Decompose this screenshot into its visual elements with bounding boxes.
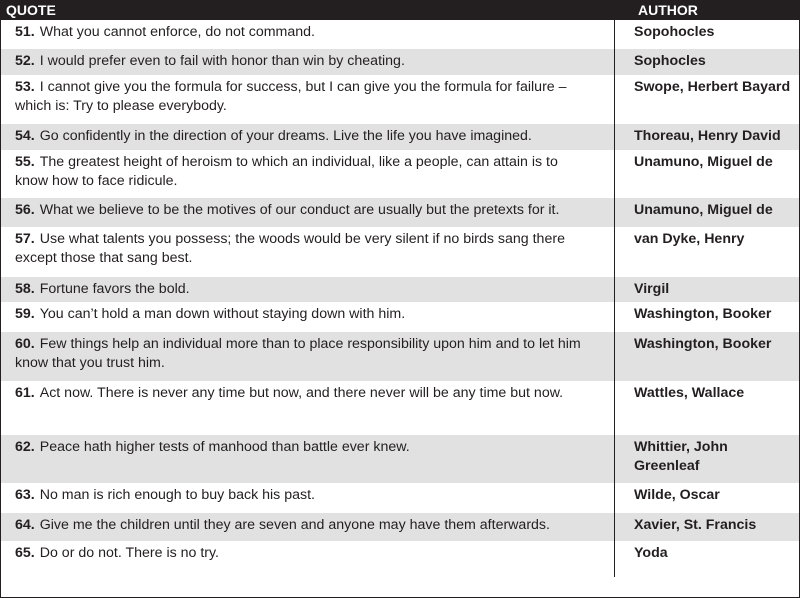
quote-number: 51. [15, 23, 35, 40]
table-body [1, 20, 799, 577]
table-header [1, 1, 799, 20]
quote-text: Do or do not. There is no try. [39, 544, 220, 561]
quote-text: No man is rich enough to buy back his past. [39, 486, 315, 503]
quote-number: 56. [15, 201, 35, 218]
quote-number: 60. [15, 335, 35, 352]
quote-text: Few things help an individual more than to place responsibility upon him and to let him know that you trust him. [15, 335, 581, 371]
quote-text: Fortune favors the bold. [39, 280, 190, 297]
table-row [1, 75, 799, 124]
quote-number: 59. [15, 305, 35, 322]
quote-cell [1, 513, 615, 541]
author-cell: van Dyke, Henry [634, 230, 745, 247]
quote-number: 61. [15, 384, 35, 401]
table-row [1, 513, 799, 541]
table-row [1, 150, 799, 198]
quote-text: Go confidently in the direction of your dreams. Live the life you have imagined. [39, 127, 532, 144]
quote-text: Use what talents you possess; the woods would be very silent if no birds sang there except those that sang best. [15, 230, 565, 266]
author-cell: Sophocles [634, 52, 706, 69]
author-cell: Wattles, Wallace [634, 384, 745, 401]
table-row [1, 124, 799, 150]
quote-text: The greatest height of heroism to which an individual, like a people, can attain is to know how to face ridicule. [15, 153, 558, 189]
author-cell: Sopohocles [634, 23, 715, 40]
quote-number: 62. [15, 438, 35, 455]
author-cell: Xavier, St. Francis [634, 516, 757, 533]
author-cell: Unamuno, Miguel de [634, 201, 773, 218]
quote-text: Act now. There is never any time but now, and there never will be any time but now. [39, 384, 564, 401]
table-row [1, 227, 799, 277]
author-cell: Unamuno, Miguel de [634, 153, 773, 170]
quote-number: 64. [15, 516, 35, 533]
author-cell: Swope, Herbert Bayard [634, 78, 791, 95]
table-row [1, 541, 799, 577]
author-cell: Yoda [634, 544, 668, 561]
author-column-header: AUTHOR [638, 2, 698, 18]
quote-cell [1, 198, 615, 227]
quote-text: What we believe to be the motives of our conduct are usually but the pretexts for it. [39, 201, 560, 218]
table-row [1, 198, 799, 227]
author-cell: Washington, Booker [634, 305, 772, 322]
quote-number: 63. [15, 486, 35, 503]
quote-number: 52. [15, 52, 35, 69]
quote-cell [1, 435, 615, 483]
quote-cell [1, 75, 615, 124]
quote-number: 65. [15, 544, 35, 561]
table-row [1, 302, 799, 332]
table-row [1, 381, 799, 435]
quote-cell [1, 277, 615, 302]
quote-cell [1, 20, 615, 49]
quote-text: Give me the children until they are seven and anyone may have them afterwards. [39, 516, 550, 533]
quote-cell [1, 49, 615, 75]
table-row [1, 435, 799, 483]
quote-cell [1, 227, 615, 277]
quote-column-header: QUOTE [6, 2, 56, 18]
table-row [1, 277, 799, 302]
quote-cell [1, 332, 615, 381]
quote-text: I cannot give you the formula for success, but I can give you the formula for failure – which is: Try to please everybody. [15, 78, 567, 114]
quote-cell [1, 150, 615, 198]
author-cell: Virgil [634, 280, 670, 297]
table-row [1, 483, 799, 513]
author-cell: Washington, Booker [634, 335, 772, 352]
quote-cell [1, 302, 615, 332]
quote-number: 58. [15, 280, 35, 297]
quote-cell [1, 124, 615, 150]
quote-cell [1, 541, 615, 577]
quote-number: 53. [15, 78, 35, 95]
author-cell: Wilde, Oscar [634, 486, 720, 503]
author-cell: Whittier, John Greenleaf [634, 438, 728, 474]
quote-number: 55. [15, 153, 35, 170]
quote-text: I would prefer even to fail with honor than win by cheating. [39, 52, 405, 69]
table-row [1, 332, 799, 381]
quote-cell [1, 483, 615, 513]
quote-number: 57. [15, 230, 35, 247]
quote-text: You can’t hold a man down without staying down with him. [39, 305, 406, 322]
quote-number: 54. [15, 127, 35, 144]
author-cell: Thoreau, Henry David [634, 127, 781, 144]
table-row [1, 49, 799, 75]
table-row [1, 20, 799, 49]
quote-text: Peace hath higher tests of manhood than battle ever knew. [39, 438, 410, 455]
quote-cell [1, 381, 615, 435]
quote-text: What you cannot enforce, do not command. [39, 23, 315, 40]
